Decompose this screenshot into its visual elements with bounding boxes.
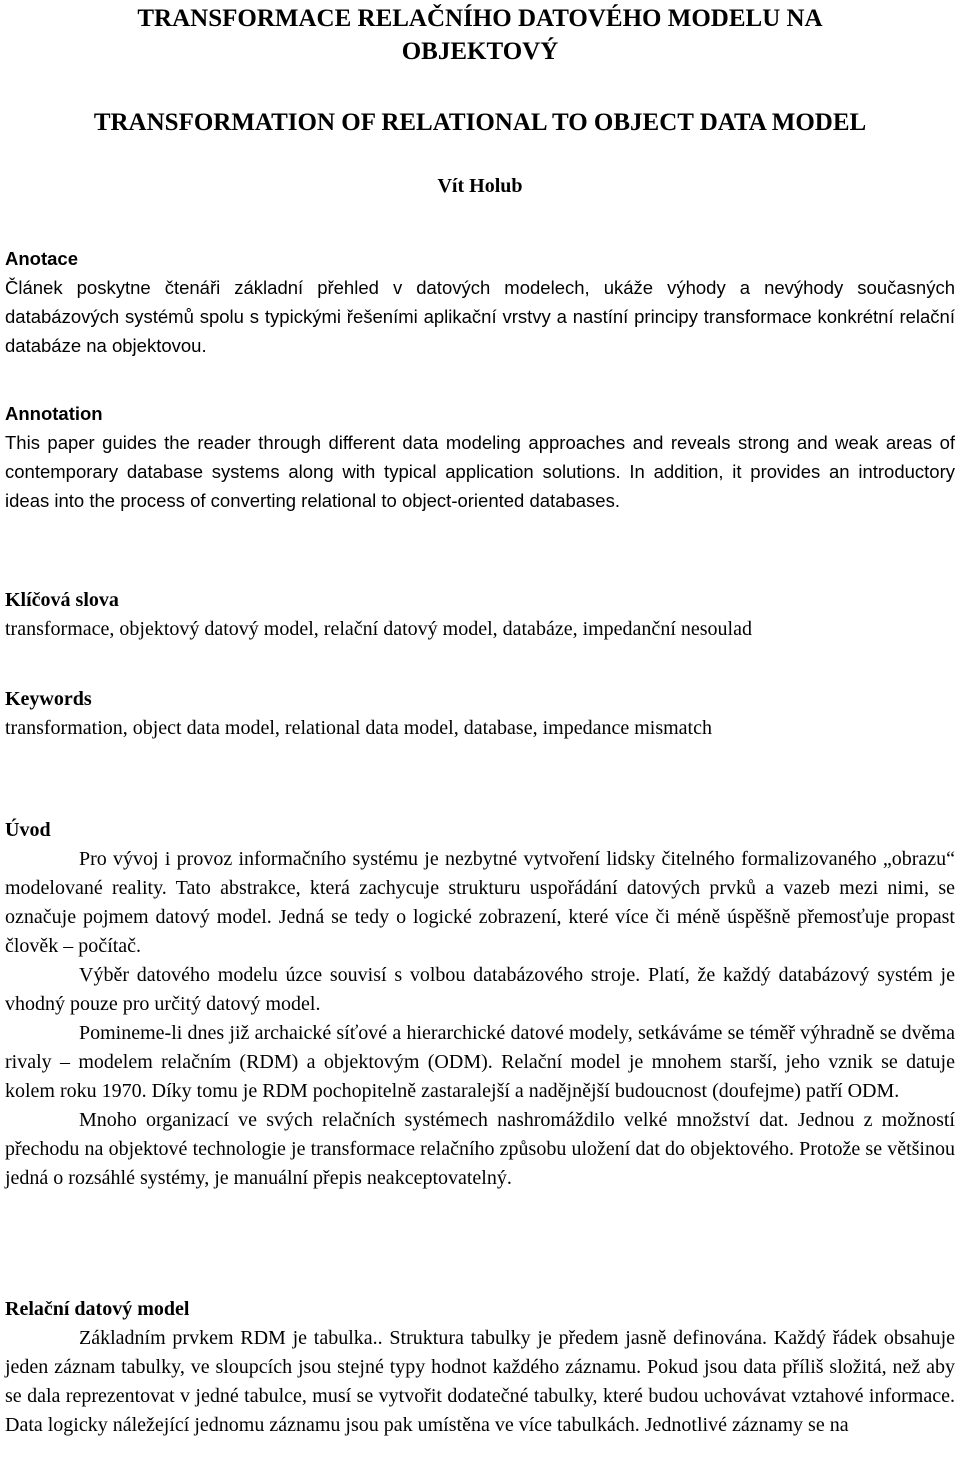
annotation-text: This paper guides the reader through different data modeling approaches and reveals strong and weak areas of contemporary database systems along with typical application solutions. In addition, it provides an introductory ideas into the process of converting relational to object-oriented databases. — [5, 432, 955, 511]
anotace-text: Článek poskytne čtenáři základní přehled v datových modelech, ukáže výhody a nevýhody současných databázových systémů spolu s typickými řešeními aplikační vrstvy a nastíní principy transformace konkrétní relační databáze na objektovou. — [5, 277, 955, 356]
keywords-text: transformation, object data model, relational data model, database, impedance mismatch — [5, 717, 712, 739]
section-anotace — [5, 244, 955, 360]
section-klicova-slova — [5, 586, 955, 644]
title-english: TRANSFORMATION OF RELATIONAL TO OBJECT DATA MODEL — [93, 109, 867, 136]
anotace-heading: Anotace — [5, 248, 78, 269]
relacni-model-paragraph: Základním prvkem RDM je tabulka.. Struktura tabulky je předem jasně definována. Každý řádek obsahuje jeden záznam tabulky, ve sloupcích jsou stejné typy hodnot každého záznamu. Pokud jsou data příliš složitá, než aby se dala reprezentovat v jedné tabulce, musí se vytvořit dodatečné tabulky, které budou uchovávat vztahové informace. Data logicky náležející jednomu záznamu jsou pak umístěna ve více tabulkách. Jednotlivé záznamy se na — [5, 1327, 955, 1436]
uvod-paragraph: Pro vývoj i provoz informačního systému je nezbytné vytvoření lidsky čitelného formalizovaného „obrazu“ modelované reality. Tato abstrakce, která zachycuje strukturu uspořádání datových prvků a vazeb mezi nimi, se označuje pojmem datový model. Jedná se tedy o logické zobrazení, které více či méně úspěšně přemosťuje propast člověk – počítač. — [5, 848, 955, 957]
author: Vít Holub — [437, 175, 523, 197]
klicova-slova-text: transformace, objektový datový model, relační datový model, databáze, impedanční nesoulad — [5, 618, 752, 640]
uvod-heading: Úvod — [5, 819, 51, 841]
section-keywords — [5, 685, 955, 743]
uvod-paragraph: Pomineme-li dnes již archaické síťové a hierarchické datové modely, setkáváme se téměř výhradně se dvěma rivaly – modelem relačním (RDM) a objektovým (ODM). Relační model je mnohem starší, jeho vznik se datuje kolem roku 1970. Díky tomu je RDM pochopitelně zastaralejší a nadějnější budoucnost (doufejme) patří ODM. — [5, 1022, 955, 1102]
annotation-heading: Annotation — [5, 403, 103, 424]
title-czech-line2: OBJEKTOVÝ — [401, 38, 559, 65]
title-czech-line1: TRANSFORMACE RELAČNÍHO DATOVÉHO MODELU NA — [137, 5, 823, 32]
section-relacni-model — [5, 1295, 955, 1440]
section-uvod — [5, 816, 955, 1193]
keywords-heading: Keywords — [5, 688, 92, 710]
relacni-model-heading: Relační datový model — [5, 1298, 190, 1320]
uvod-paragraph: Mnoho organizací ve svých relačních systémech nashromáždilo velké množství dat. Jednou z možností přechodu na objektové technologie je transformace relačního způsobu uložení dat do objektového. Protože se většinou jedná o rozsáhlé systémy, je manuální přepis neakceptovatelný. — [5, 1109, 955, 1189]
section-annotation — [5, 399, 955, 515]
uvod-paragraph: Výběr datového modelu úzce souvisí s volbou databázového stroje. Platí, že každý databázový systém je vhodný pouze pro určitý datový model. — [5, 964, 955, 1015]
title-czech — [0, 2, 960, 68]
klicova-slova-heading: Klíčová slova — [5, 589, 119, 611]
